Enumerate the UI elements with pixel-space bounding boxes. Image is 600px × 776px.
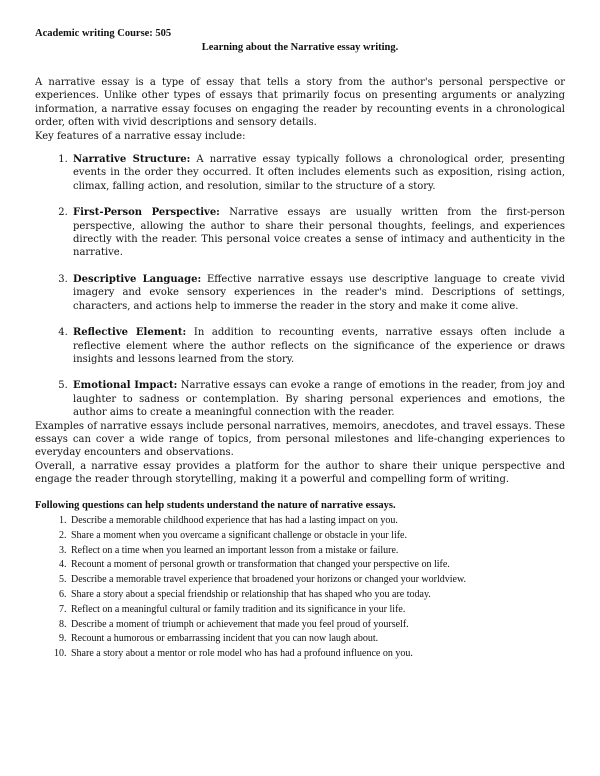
question-item: 7. Reflect on a meaningful cultural or family tradition and its significance in your life. [69,603,575,618]
questions-section [35,500,575,662]
feature-text: Narrative essays can evoke a range of emotions in the reader, from joy and laughter to sadness or contemplation. By sharing personal experiences and emotions, the author aims to create a meaningful connection with the reader. [73,380,565,419]
question-item: 2. Share a moment when you overcame a significant challenge or obstacle in your life. [69,529,575,544]
overall-paragraph: Overall, a narrative essay provides a platform for the author to share their unique perspective and engage the reader through storytelling, making it a powerful and compelling form of writing. [35,460,565,486]
feature-text: In addition to recounting events, narrative essays often include a reflective element where the author reflects on the significance of the experience or draws insights and lessons learned from the story. [73,327,565,365]
feature-title: Emotional Impact: [73,380,178,392]
feature-item [71,153,565,193]
question-item: 9. Recount a humorous or embarrassing incident that you can now laugh about. [69,632,575,647]
feature-title: First-Person Perspective: [73,207,220,219]
questions-list [35,514,575,662]
feature-title: Narrative Structure: [73,154,191,166]
feature-item [71,273,565,313]
question-item: 10. Share a story about a mentor or role model who has had a profound influence on you. [69,647,575,662]
feature-item [71,206,565,260]
feature-text: Effective narrative essays use descriptive language to create vivid imagery and evoke sensory experiences in the reader's mind. Descriptions of settings, characters, and actions help to immerse the reader in the story and make it come alive. [73,273,565,312]
essay-body [35,76,565,487]
feature-title: Reflective Element: [73,327,187,339]
question-item: 1. Describe a memorable childhood experience that has had a lasting impact on you. [69,514,575,529]
feature-item [71,379,565,419]
question-item: 4. Recount a moment of personal growth or transformation that changed your perspective on life. [69,558,575,573]
examples-paragraph: Examples of narrative essays include personal narratives, memoirs, anecdotes, and travel essays. These essays can cover a wide range of topics, from personal milestones and life-changing experiences to everyday encounters and observations. [35,420,565,459]
question-item: 6. Share a story about a special friendship or relationship that has shaped who you are today. [69,588,575,603]
questions-heading: Following questions can help students understand the nature of narrative essays. [35,500,396,511]
features-list [35,153,565,420]
feature-text: Narrative essays are usually written from the first-person perspective, allowing the author to share their personal thoughts, feelings, and experiences directly with the reader. This personal voice creates a sense of intimacy and authenticity in the narrative. [73,207,565,259]
feature-title: Descriptive Language: [73,273,202,285]
question-item: 3. Reflect on a time when you learned an important lesson from a mistake or failure. [69,544,575,559]
feature-text: A narrative essay typically follows a chronological order, presenting events in the order they occurred. It often includes elements such as exposition, rising action, climax, falling action, and resolution, similar to the structure of a story. [73,154,566,192]
feature-item [71,326,565,366]
course-line: Academic writing Course: 505 [35,28,172,39]
question-item: 8. Describe a moment of triumph or achievement that made you feel proud of yourself. [69,618,575,633]
features-intro: Key features of a narrative essay include: [35,130,246,142]
question-item: 5. Describe a memorable travel experience that broadened your horizons or changed your worldview. [69,573,575,588]
page-title: Learning about the Narrative essay writing. [201,42,399,53]
intro-paragraph: A narrative essay is a type of essay that tells a story from the author's personal perspective or experiences. Unlike other types of essays that primarily focus on presenting arguments or analyzing information, a narrative essay focuses on engaging the reader by recounting events in a chronological order, often with vivid descriptions and sensory details. [35,77,565,129]
